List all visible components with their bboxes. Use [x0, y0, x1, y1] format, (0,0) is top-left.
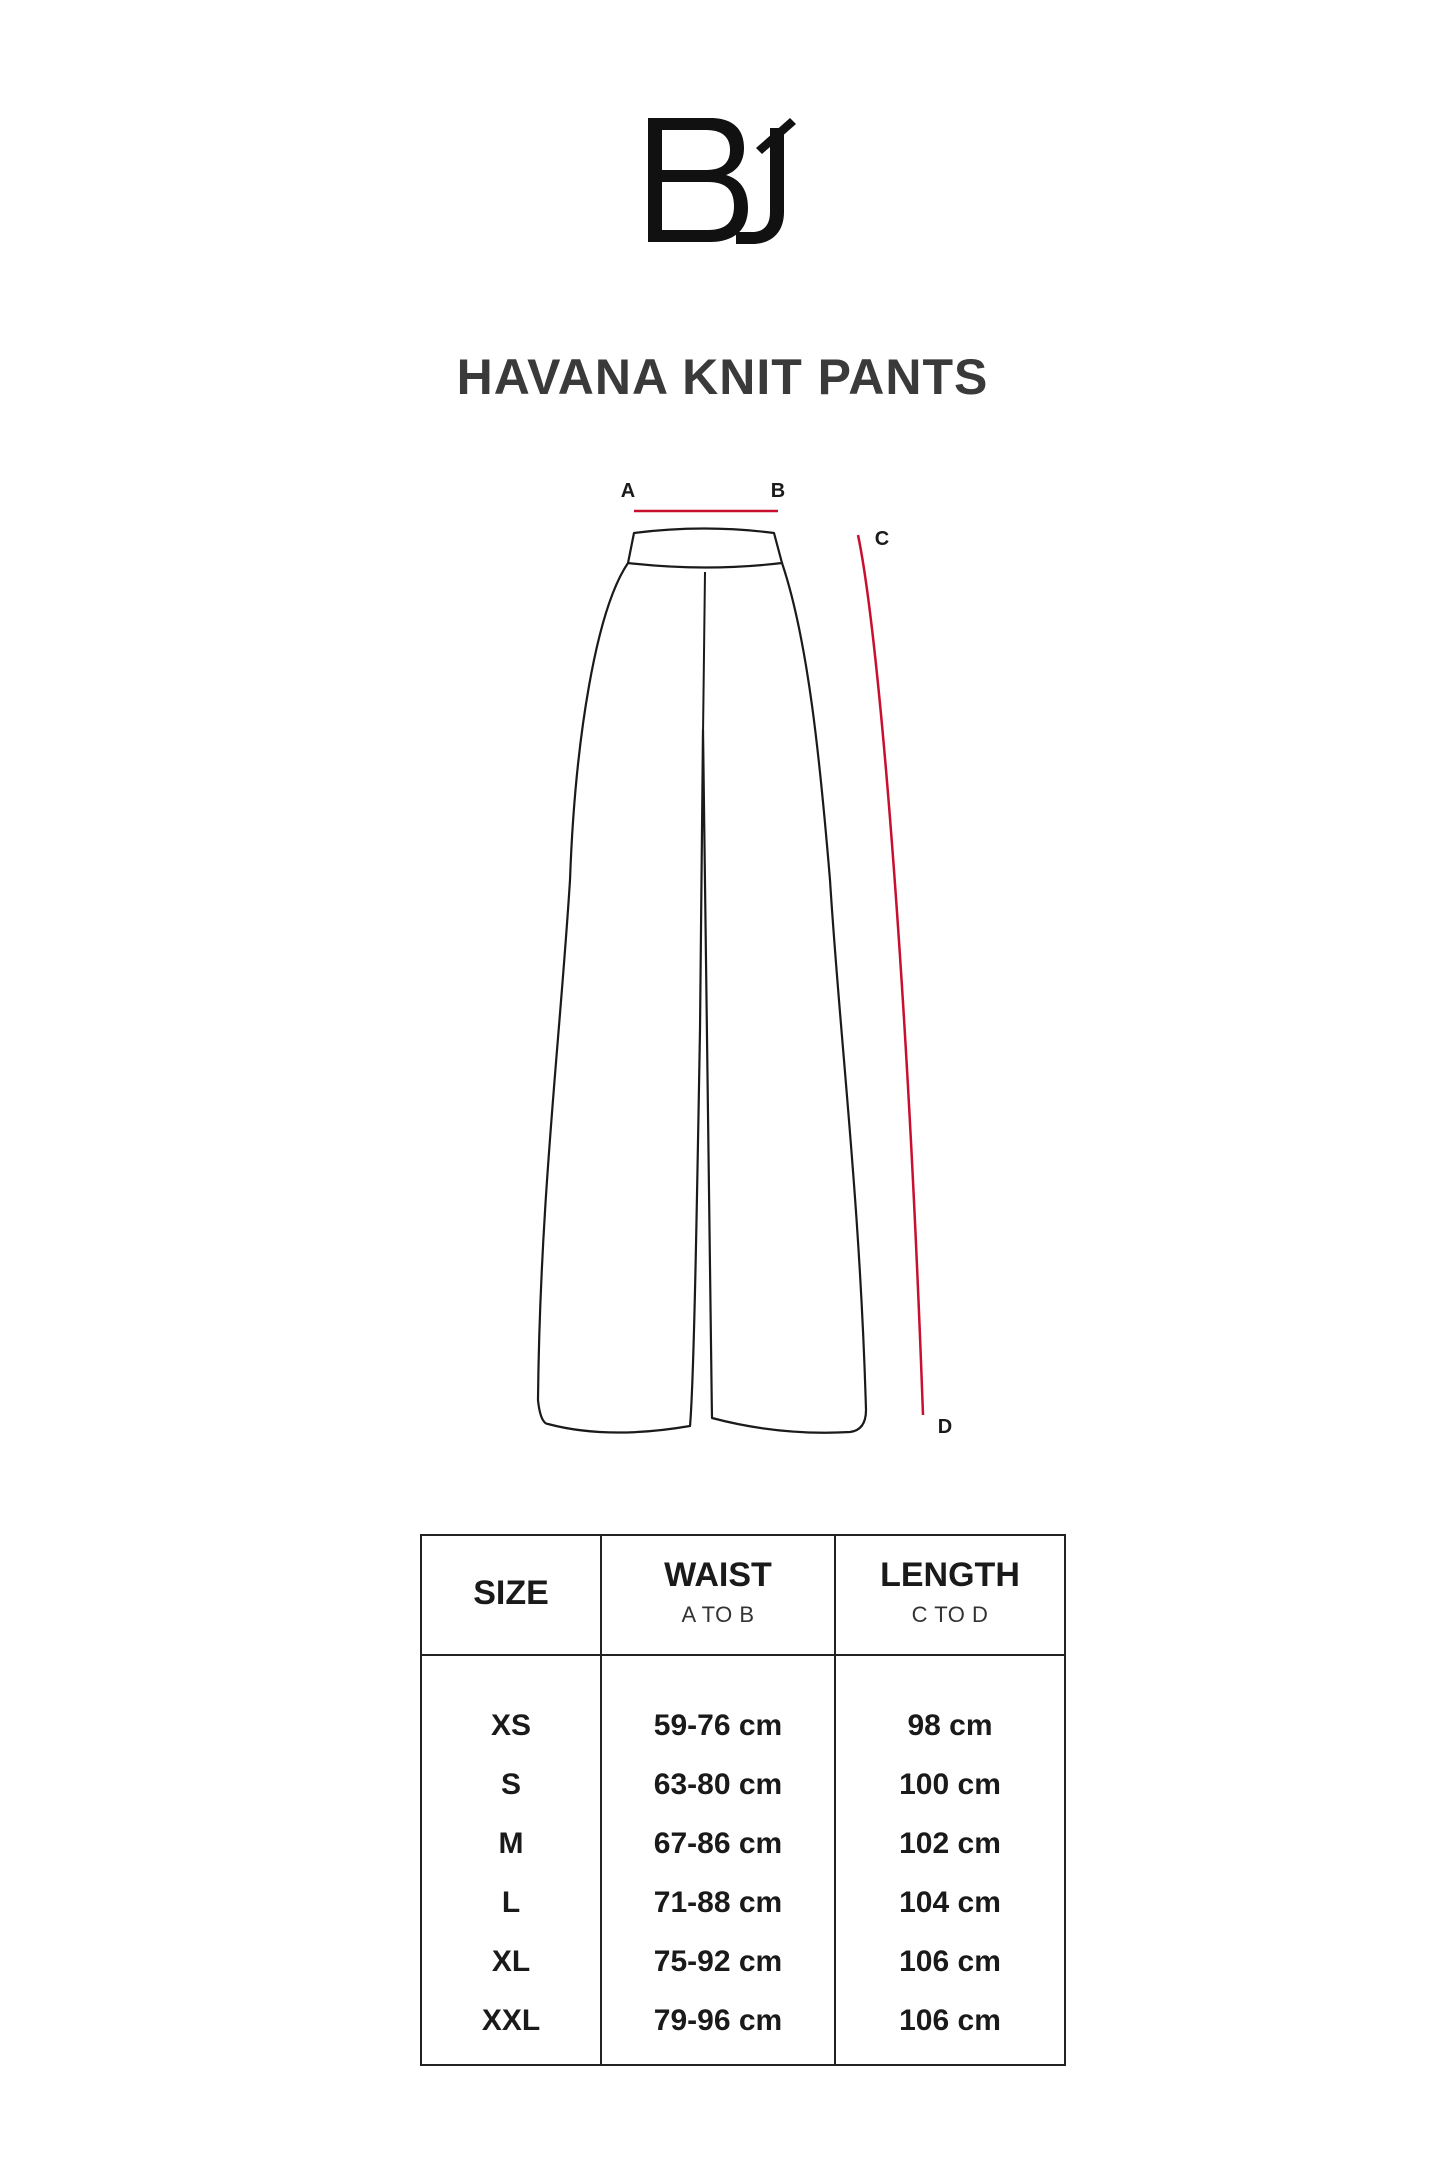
- pants-waistband: [628, 529, 782, 568]
- waist-cell: 79-96 cm: [653, 2004, 783, 2037]
- size-cell: L: [501, 1886, 521, 1919]
- size-header: SIZE: [473, 1574, 549, 1612]
- waist-cell: 71-88 cm: [653, 1886, 783, 1919]
- size-cell: XS: [490, 1709, 532, 1742]
- waist-cell: 63-80 cm: [653, 1768, 783, 1801]
- waist-cell: 75-92 cm: [653, 1945, 783, 1978]
- pants-outline: [538, 563, 866, 1433]
- point-c-label: C: [874, 528, 890, 550]
- size-chart-table: [420, 1534, 1066, 2066]
- length-header: LENGTH: [880, 1556, 1020, 1594]
- point-b-label: B: [770, 480, 786, 502]
- size-cell: M: [498, 1827, 524, 1860]
- size-cell: XXL: [481, 2004, 541, 2037]
- length-cell: 106 cm: [899, 2004, 1001, 2037]
- length-cell: 106 cm: [899, 1945, 1001, 1978]
- product-title: HAVANA KNIT PANTS: [456, 349, 989, 405]
- length-cell: 104 cm: [899, 1886, 1001, 1919]
- length-measure-line: [858, 535, 923, 1415]
- point-d-label: D: [937, 1416, 953, 1438]
- point-a-label: A: [620, 480, 636, 502]
- waist-subheader: A TO B: [681, 1602, 755, 1627]
- waist-cell: 59-76 cm: [653, 1709, 783, 1742]
- waist-cell: 67-86 cm: [653, 1827, 783, 1860]
- length-cell: 102 cm: [899, 1827, 1001, 1860]
- size-cell: XL: [491, 1945, 531, 1978]
- length-cell: 100 cm: [899, 1768, 1001, 1801]
- length-cell: 98 cm: [907, 1709, 993, 1742]
- size-cell: S: [500, 1768, 521, 1801]
- length-subheader: C TO D: [911, 1602, 989, 1627]
- pants-center-seam: [703, 572, 705, 735]
- waist-header: WAIST: [664, 1556, 772, 1594]
